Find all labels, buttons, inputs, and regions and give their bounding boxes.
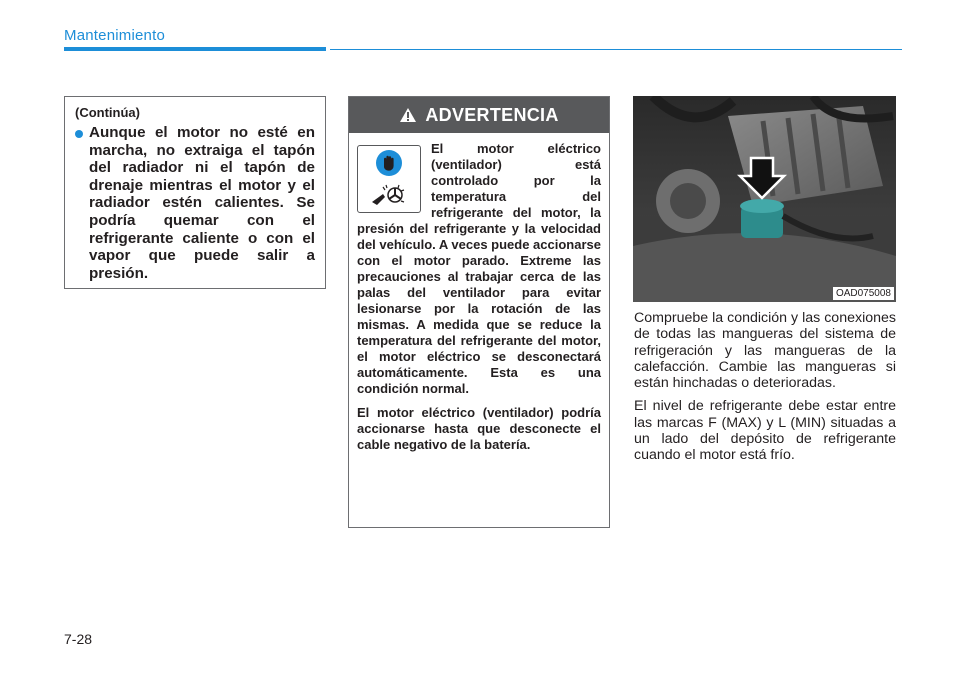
warning-title: ADVERTENCIA xyxy=(425,104,559,125)
warning-paragraph-2: El motor eléctrico (ventilador) podría accionarse hasta que desconecte el cable negativo de la batería. xyxy=(357,405,601,452)
fan-hand-icon xyxy=(369,182,409,210)
warning-body xyxy=(349,133,609,453)
photo-code: OAD075008 xyxy=(833,287,894,300)
warning-box xyxy=(348,96,610,528)
section-title: Mantenimiento xyxy=(64,27,165,44)
bullet-item xyxy=(75,124,315,282)
right-paragraph-1: Compruebe la condición y las conexiones de todas las mangueras del sistema de refrigeración y las mangueras de la calefacción. Cambie las mangueras si están hinchadas o deterioradas. xyxy=(634,310,896,392)
continued-warning-box xyxy=(64,96,326,289)
right-paragraph-2: El nivel de refrigerante debe estar entre las marcas F (MAX) y L (MIN) situadas a un lado del depósito de refrigerante cuando el motor está frío. xyxy=(634,398,896,464)
warning-pictogram xyxy=(357,145,421,213)
page-number: 7-28 xyxy=(64,631,93,647)
header-rule-thin xyxy=(330,49,902,50)
bullet-text: Aunque el motor no esté en marcha, no extraiga el tapón del radiador ni el tapón de drenaje mientras el motor y el radiador estén calientes. Se podría quemar con el refrigerante caliente o con el vapor que puede salir a presión. xyxy=(89,124,315,282)
stop-hand-icon xyxy=(375,149,403,177)
right-column-text xyxy=(634,310,896,471)
header-rule-thick xyxy=(64,47,326,51)
engine-photo xyxy=(633,96,896,302)
warning-header xyxy=(349,97,609,133)
bullet-dot-icon xyxy=(75,130,83,138)
continued-label: (Continúa) xyxy=(75,105,140,120)
warning-triangle-icon xyxy=(399,107,417,123)
warning-paragraph-1: El motor eléctrico (ventilador) está controlado por la temperatura del refrigerante del motor, la presión del refrigerante y la velocidad del vehículo. A veces puede accionarse con el motor parado. Extreme las precauciones al trabajar cerca de las palas del ventilador para evitar lesionarse por la rotación de las mismas. A medida que se reduce la temperatura del refrigerante del motor, el motor eléctrico se desconectará automáticamente. Esta es una condición normal. xyxy=(357,141,601,396)
